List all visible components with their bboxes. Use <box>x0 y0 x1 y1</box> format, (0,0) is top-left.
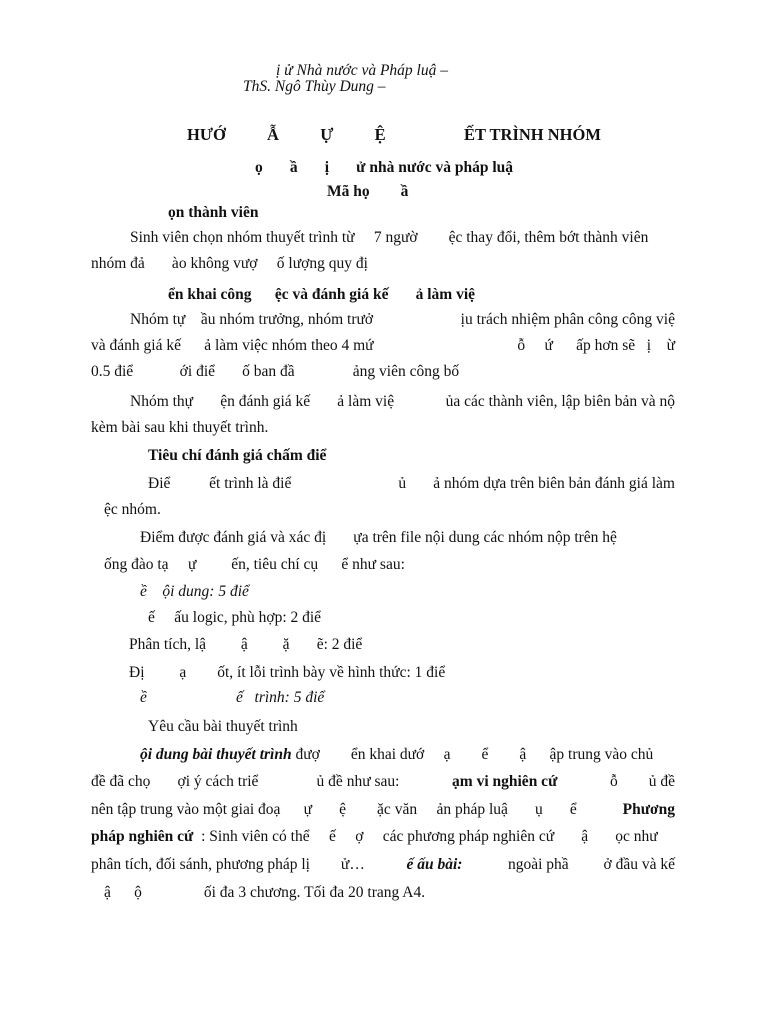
requirements-line-2c: ỗ ủ đề <box>609 773 675 790</box>
requirements-line-4-rest: : Sinh viên có thể ế ợ các phương pháp nghiên cứ ậ ọc như <box>193 828 658 845</box>
requirements-line-1-rest: đượ ển khai dướ ạ ể ậ ập trung vào chủ <box>291 746 654 763</box>
work-p1-line-1b: ịu trách nhiệm phân công công việ <box>460 311 675 328</box>
work-p1-line-2 <box>91 336 675 356</box>
requirements-line-1 <box>140 745 675 765</box>
section-heading-requirements: Yêu cầu bài thuyết trình <box>148 718 298 735</box>
criteria-content-item-logic: ế ấu logic, phù hợp: 2 điể <box>148 609 322 626</box>
section-heading-work-part-a: ển khai công <box>168 286 252 303</box>
requirements-line-5a: phân tích, đối sánh, phương pháp lị ử… <box>91 856 365 873</box>
criteria-p2-line-1: Điểm được đánh giá và xác đị ựa trên file nội dung các nhóm nộp trên hệ <box>140 529 617 546</box>
criteria-p2-line-2: ống đào tạ ự ến, tiêu chí cụ ể như sau: <box>104 556 405 573</box>
requirements-line-6: ậ ộ ối đa 3 chương. Tối đa 20 trang A4. <box>104 884 426 901</box>
requirements-line-2a: đề đã chọ ợi ý cách triể ủ đề như sau: <box>91 773 400 790</box>
work-p2-line-2: kèm bài sau khi thuyết trình. <box>91 419 269 436</box>
criteria-content-item-format: Đị ạ ốt, ít lỗi trình bày về hình thức: 1 điể <box>129 664 446 681</box>
requirements-line-4 <box>91 827 658 847</box>
header-author-line: ThS. Ngô Thùy Dung – <box>243 78 386 95</box>
document-title: HƯỚ Ẫ Ự Ệ ẾT TRÌNH NHÓM <box>187 125 601 144</box>
requirements-line-2 <box>91 772 675 792</box>
requirements-line-5c: ngoài phầ ở đầu và kế <box>504 856 675 873</box>
work-p1-line-3: 0.5 điể ới điể ố ban đầ ảng viên công bố <box>91 363 460 380</box>
criteria-p1-line-1a: Điể ết trình là điể <box>148 475 292 492</box>
requirements-line-5 <box>91 855 675 875</box>
criteria-p1-line-2: ệc nhóm. <box>104 501 161 518</box>
work-p1-line-2b: ỗ ứ ấp hơn sẽ ị ừ <box>517 337 675 354</box>
section-heading-work <box>168 285 475 305</box>
requirements-content-label: ội dung bài thuyết trình <box>140 746 292 763</box>
criteria-p1-line-1b: ủ ả nhóm dựa trên biên bản đánh giá làm <box>398 475 675 492</box>
section-heading-work-part-b: ệc và đánh giá kế <box>274 286 389 303</box>
criteria-content-item-analysis: Phân tích, lậ ậ ặ ẽ: 2 điể <box>129 636 363 653</box>
section-heading-criteria: Tiêu chí đánh giá chấm điể <box>148 447 327 464</box>
criteria-p1-line-1 <box>148 474 675 494</box>
work-p1-line-1a: Nhóm tự ầu nhóm trưởng, nhóm trưở <box>130 311 374 328</box>
work-p2-line-1b: ủa các thành viên, lập biên bản và nộ <box>445 393 675 410</box>
members-line-2: nhóm đả ào không vượ ố lượng quy đị <box>91 255 368 272</box>
course-code: Mã họ ầ <box>327 183 409 200</box>
members-line-1: Sinh viên chọn nhóm thuyết trình từ 7 ngườ ệc thay đổi, thêm bớt thành viên <box>130 229 649 246</box>
header-course-line: ị ử Nhà nước và Pháp luậ – <box>276 62 448 79</box>
section-heading-work-part-c: ả làm việ <box>415 286 476 303</box>
section-heading-members: ọn thành viên <box>168 204 259 221</box>
work-p1-line-2a: và đánh giá kế ả làm việc nhóm theo 4 mứ <box>91 337 374 354</box>
requirements-structure-label: ế ấu bài: <box>406 856 463 873</box>
requirements-line-3 <box>91 800 675 820</box>
criteria-content-heading: ề ội dung: 5 điể <box>140 583 249 600</box>
requirements-method-label-a: Phương <box>622 801 675 818</box>
requirements-method-label-b: pháp nghiên cứ <box>91 828 194 845</box>
requirements-line-3a: nên tập trung vào một giai đoạ ự ệ ặc văn ản pháp luậ ụ ể <box>91 801 577 818</box>
requirements-scope-label: ạm vi nghiên cứ <box>452 773 558 790</box>
criteria-presentation-heading: ề ế trình: 5 điể <box>140 689 325 706</box>
work-p1-line-1 <box>130 310 675 330</box>
document-subtitle: ọ ầ ị ử nhà nước và pháp luậ <box>254 159 514 176</box>
work-p2-line-1 <box>130 392 675 412</box>
work-p2-line-1a: Nhóm thự ện đánh giá kế ả làm việ <box>130 393 395 410</box>
